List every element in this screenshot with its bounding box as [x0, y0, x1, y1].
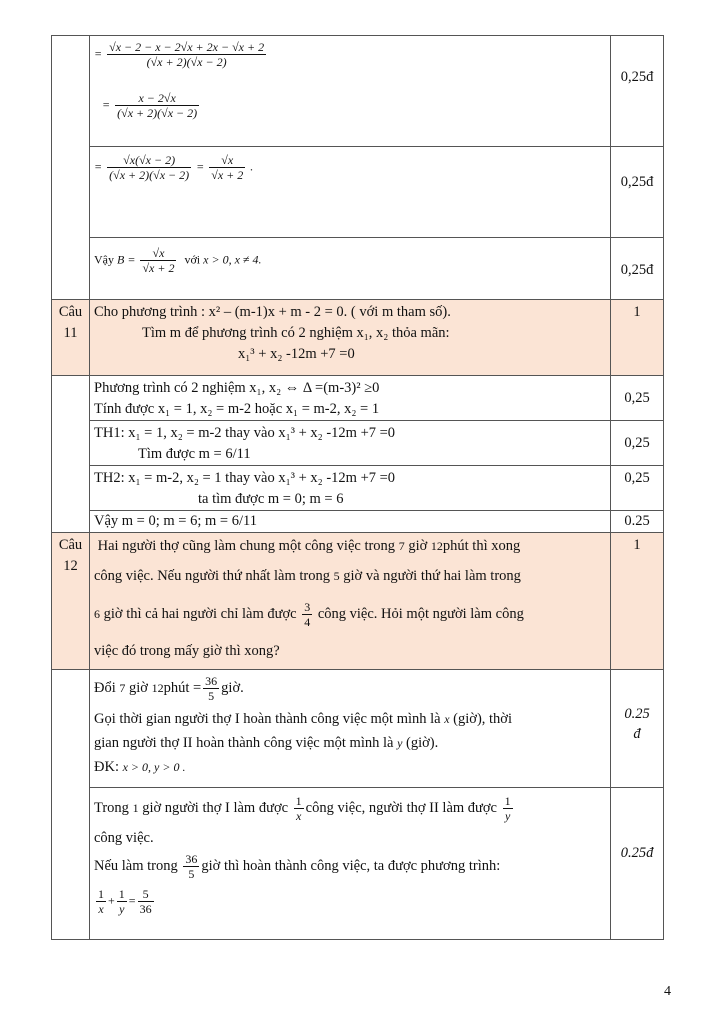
- fraction: $\frac{36}{5}$: [185, 852, 198, 882]
- score-cell: 0.25đ: [611, 788, 664, 940]
- table-row: [52, 421, 664, 466]
- table-row: [52, 238, 664, 300]
- solution-cell: Vậy m = 0; m = 6; m = 6/11: [90, 511, 611, 533]
- fraction: $\frac{x - 2√x}{(√x + 2)(√x - 2)}$: [117, 91, 198, 120]
- score-cell: 1: [611, 300, 664, 376]
- question-cell: Hai người thợ cũng làm chung một công việc trong 7 giờ 12phút thì xong công việc. Nếu người thứ nhất làm trong 5 giờ và người thứ hai làm trong 6 giờ thì cả hai người chỉ làm được $\frac{3}{4}$ công việc. Hỏi một người làm công việc đó trong mấy giờ thì xong?: [90, 533, 611, 670]
- score-cell: 0.25 đ: [611, 670, 664, 788]
- score-cell: 0,25: [611, 421, 664, 466]
- fraction: $\frac{1}{y}$: [504, 794, 511, 824]
- question-cell-empty: [52, 670, 90, 940]
- score-cell: 0.25: [611, 511, 664, 533]
- score-cell: 0,25đ: [611, 238, 664, 300]
- question-number-cell: Câu 12: [52, 533, 90, 670]
- fraction: $\frac{1}{x}$: [295, 794, 302, 824]
- question-cell-empty: [52, 376, 90, 533]
- fraction: $\frac{√x(√x - 2)}{(√x + 2)(√x - 2)}$: [109, 153, 190, 182]
- solution-cell: Trong 1 giờ người thợ I làm được $\frac{1}{x}$ công việc, người thợ II làm được $\frac{1}{y}$ công việc. Nếu làm trong $\frac{36}{5}$ giờ thì hoàn thành công việc, ta được phương trình: $\frac{1}{x}$ + $\frac{1}{y}$ = $\frac{5}{36}$: [90, 788, 611, 940]
- table-row: [52, 300, 664, 376]
- solution-cell: = $\frac{√x - 2 - x - 2√x + 2x - √x + 2}{(√x + 2)(√x - 2)}$ = $\frac{x - 2√x}{(√x + 2)(√x - 2)}$: [90, 36, 611, 147]
- score-cell: 0,25: [611, 376, 664, 421]
- table-row: [52, 147, 664, 238]
- solution-cell: Phương trình có 2 nghiệm x₁, x₂ ⇔ Δ =(m-3)² ≥0 Tính được x₁ = 1, x₂ = m-2 hoặc x₁ = m-2, x₂ = 1: [90, 376, 611, 421]
- solution-cell: TH1: x₁ = 1, x₂ = m-2 thay vào x₁³ + x₂ -12m +7 =0 Tìm được m = 6/11: [90, 421, 611, 466]
- fraction: $\frac{36}{5}$: [205, 674, 218, 703]
- fraction: $\frac{3}{4}$: [304, 600, 311, 630]
- score-cell: 1: [611, 533, 664, 670]
- fraction: $\frac{√x - 2 - x - 2√x + 2x - √x + 2}{(√x + 2)(√x - 2)}$: [109, 40, 265, 69]
- table-row: [52, 788, 664, 940]
- table-row: [52, 533, 664, 670]
- solution-cell: Vậy B = $\frac{√x}{√x + 2}$ với x > 0, x ≠ 4.: [90, 238, 611, 300]
- question-cell: Cho phương trình : x² – (m-1)x + m - 2 = 0. ( với m tham số). Tìm m để phương trình có 2 nghiệm x₁, x₂ thỏa mãn: x₁³ + x₂ -12m +7 =0: [90, 300, 611, 376]
- solution-cell: = $\frac{√x(√x - 2)}{(√x + 2)(√x - 2)}$ = $\frac{√x}{√x + 2}$ .: [90, 147, 611, 238]
- equation: $\frac{1}{x}$ + $\frac{1}{y}$ = $\frac{5}{36}$: [98, 887, 152, 916]
- score-cell: 0,25đ: [611, 147, 664, 238]
- answer-table: [51, 35, 664, 940]
- score-cell: 0,25đ: [611, 36, 664, 147]
- table-row: [52, 36, 664, 147]
- solution-cell: TH2: x₁ = m-2, x₂ = 1 thay vào x₁³ + x₂ -12m +7 =0 ta tìm được m = 0; m = 6: [90, 466, 611, 511]
- page-number: 4: [664, 984, 671, 999]
- table-row: [52, 511, 664, 533]
- table-row: [52, 376, 664, 421]
- fraction: $\frac{√x}{√x + 2}$: [211, 153, 244, 182]
- question-cell-empty: [52, 36, 90, 300]
- score-cell: 0,25: [611, 466, 664, 511]
- solution-cell: Đổi 7 giờ 12phút = $\frac{36}{5}$ giờ. Gọi thời gian người thợ I hoàn thành công việc một mình là x (giờ), thời gian người thợ II hoàn thành công việc một mình là y (giờ). ĐK: x > 0, y > 0 .: [90, 670, 611, 788]
- fraction: $\frac{√x}{√x + 2}$: [142, 246, 175, 275]
- question-number-cell: Câu 11: [52, 300, 90, 376]
- table-row: [52, 466, 664, 511]
- table-row: [52, 670, 664, 788]
